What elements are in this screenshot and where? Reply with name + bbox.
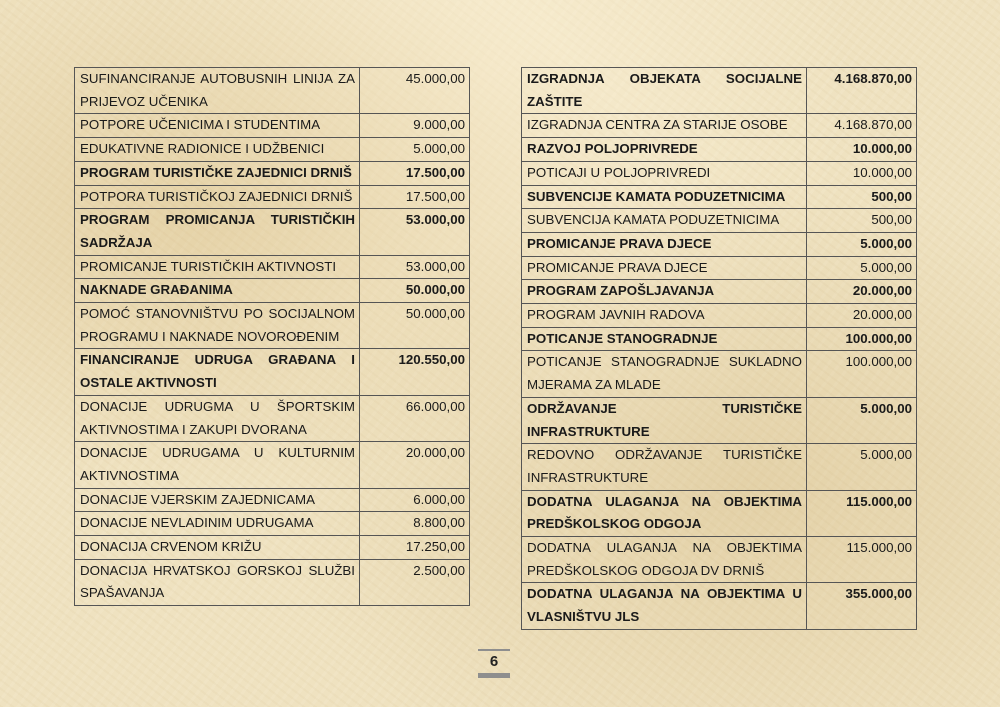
budget-item-name: DONACIJE NEVLADINIM UDRUGAMA	[75, 512, 360, 536]
budget-item-name: DONACIJE VJERSKIM ZAJEDNICAMA	[75, 488, 360, 512]
table-row	[75, 395, 470, 441]
budget-item-name: EDUKATIVNE RADIONICE I UDŽBENICI	[75, 138, 360, 162]
page-number: 6	[489, 653, 499, 670]
budget-item-amount: 6.000,00	[360, 488, 470, 512]
budget-item-amount: 50.000,00	[360, 303, 470, 349]
budget-item-name: PROMICANJE PRAVA DJECE	[522, 232, 807, 256]
budget-item-name: PROGRAM PROMICANJA TURISTIČKIH SADRŽAJA	[75, 209, 360, 255]
budget-item-name: PROGRAM JAVNIH RADOVA	[522, 304, 807, 328]
budget-item-amount: 8.800,00	[360, 512, 470, 536]
budget-item-name: DONACIJE UDRUGMA U ŠPORTSKIM AKTIVNOSTIMA I ZAKUPI DVORANA	[75, 395, 360, 441]
table-row	[75, 536, 470, 560]
table-row	[75, 512, 470, 536]
page-number-bottom-rule	[478, 673, 510, 678]
budget-item-amount: 2.500,00	[360, 559, 470, 605]
budget-item-name: SUBVENCIJA KAMATA PODUZETNICIMA	[522, 209, 807, 233]
budget-item-amount: 17.500,00	[360, 185, 470, 209]
budget-item-name: ODRŽAVANJE TURISTIČKE INFRASTRUKTURE	[522, 397, 807, 443]
table-row	[522, 232, 917, 256]
budget-item-amount: 100.000,00	[807, 351, 917, 397]
budget-item-amount: 5.000,00	[807, 397, 917, 443]
budget-item-name: POTPORA TURISTIČKOJ ZAJEDNICI DRNIŠ	[75, 185, 360, 209]
right-budget-table	[521, 67, 917, 630]
budget-item-amount: 53.000,00	[360, 209, 470, 255]
table-row	[522, 351, 917, 397]
budget-item-amount: 4.168.870,00	[807, 114, 917, 138]
budget-item-amount: 100.000,00	[807, 327, 917, 351]
budget-item-name: POTICAJI U POLJOPRIVREDI	[522, 161, 807, 185]
table-row	[522, 327, 917, 351]
budget-item-amount: 10.000,00	[807, 138, 917, 162]
budget-item-amount: 20.000,00	[807, 280, 917, 304]
budget-item-name: FINANCIRANJE UDRUGA GRAĐANA I OSTALE AKTIVNOSTI	[75, 349, 360, 395]
budget-item-name: PROGRAM TURISTIČKE ZAJEDNICI DRNIŠ	[75, 161, 360, 185]
budget-item-name: REDOVNO ODRŽAVANJE TURISTIČKE INFRASTRUKTURE	[522, 444, 807, 490]
table-row	[75, 488, 470, 512]
table-row	[75, 68, 470, 114]
budget-item-amount: 5.000,00	[807, 256, 917, 280]
budget-item-amount: 66.000,00	[360, 395, 470, 441]
table-row	[522, 209, 917, 233]
budget-item-name: PROMICANJE PRAVA DJECE	[522, 256, 807, 280]
table-row	[522, 490, 917, 536]
budget-item-amount: 17.500,00	[360, 161, 470, 185]
budget-item-name: POTPORE UČENICIMA I STUDENTIMA	[75, 114, 360, 138]
budget-item-amount: 50.000,00	[360, 279, 470, 303]
table-row	[75, 185, 470, 209]
table-row	[522, 583, 917, 629]
budget-item-name: DONACIJA HRVATSKOJ GORSKOJ SLUŽBI SPAŠAVANJA	[75, 559, 360, 605]
budget-item-amount: 115.000,00	[807, 490, 917, 536]
budget-item-name: DODATNA ULAGANJA NA OBJEKTIMA U VLASNIŠTVU JLS	[522, 583, 807, 629]
table-row	[522, 185, 917, 209]
table-row	[75, 255, 470, 279]
table-row	[522, 114, 917, 138]
budget-item-amount: 500,00	[807, 185, 917, 209]
budget-item-amount: 5.000,00	[807, 232, 917, 256]
table-row	[522, 138, 917, 162]
budget-item-name: DODATNA ULAGANJA NA OBJEKTIMA PREDŠKOLSKOG ODGOJA DV DRNIŠ	[522, 537, 807, 583]
table-row	[75, 161, 470, 185]
budget-item-name: DONACIJA CRVENOM KRIŽU	[75, 536, 360, 560]
budget-item-amount: 115.000,00	[807, 537, 917, 583]
table-row	[75, 209, 470, 255]
table-row	[75, 279, 470, 303]
table-row	[522, 537, 917, 583]
budget-item-name: PROMICANJE TURISTIČKIH AKTIVNOSTI	[75, 255, 360, 279]
budget-item-amount: 20.000,00	[807, 304, 917, 328]
table-row	[75, 114, 470, 138]
budget-item-name: NAKNADE GRAĐANIMA	[75, 279, 360, 303]
budget-item-name: DODATNA ULAGANJA NA OBJEKTIMA PREDŠKOLSKOG ODGOJA	[522, 490, 807, 536]
budget-item-name: SUBVENCIJE KAMATA PODUZETNICIMA	[522, 185, 807, 209]
page-footer	[478, 649, 510, 679]
table-row	[522, 161, 917, 185]
budget-item-amount: 355.000,00	[807, 583, 917, 629]
budget-item-name: IZGRADNJA CENTRA ZA STARIJE OSOBE	[522, 114, 807, 138]
budget-item-name: POTICANJE STANOGRADNJE SUKLADNO MJERAMA ZA MLADE	[522, 351, 807, 397]
table-row	[522, 304, 917, 328]
right-table-body	[522, 68, 917, 630]
table-row	[75, 349, 470, 395]
budget-item-name: DONACIJE UDRUGAMA U KULTURNIM AKTIVNOSTIMA	[75, 442, 360, 488]
table-row	[75, 303, 470, 349]
budget-item-name: POTICANJE STANOGRADNJE	[522, 327, 807, 351]
budget-item-amount: 5.000,00	[360, 138, 470, 162]
budget-item-name: POMOĆ STANOVNIŠTVU PO SOCIJALNOM PROGRAMU I NAKNADE NOVOROĐENIM	[75, 303, 360, 349]
budget-item-amount: 10.000,00	[807, 161, 917, 185]
table-row	[522, 444, 917, 490]
table-row	[75, 559, 470, 605]
table-row	[75, 442, 470, 488]
budget-item-amount: 45.000,00	[360, 68, 470, 114]
table-row	[75, 138, 470, 162]
budget-item-amount: 53.000,00	[360, 255, 470, 279]
table-row	[522, 68, 917, 114]
left-table-body	[75, 68, 470, 606]
budget-item-amount: 120.550,00	[360, 349, 470, 395]
budget-item-amount: 500,00	[807, 209, 917, 233]
budget-item-amount: 5.000,00	[807, 444, 917, 490]
budget-item-amount: 17.250,00	[360, 536, 470, 560]
table-row	[522, 397, 917, 443]
budget-item-amount: 20.000,00	[360, 442, 470, 488]
table-row	[522, 280, 917, 304]
budget-item-amount: 9.000,00	[360, 114, 470, 138]
budget-item-amount: 4.168.870,00	[807, 68, 917, 114]
budget-item-name: IZGRADNJA OBJEKATA SOCIJALNE ZAŠTITE	[522, 68, 807, 114]
budget-item-name: PROGRAM ZAPOŠLJAVANJA	[522, 280, 807, 304]
page-number-top-rule	[478, 649, 510, 651]
budget-item-name: SUFINANCIRANJE AUTOBUSNIH LINIJA ZA PRIJEVOZ UČENIKA	[75, 68, 360, 114]
left-budget-table	[74, 67, 470, 606]
budget-item-name: RAZVOJ POLJOPRIVREDE	[522, 138, 807, 162]
table-row	[522, 256, 917, 280]
